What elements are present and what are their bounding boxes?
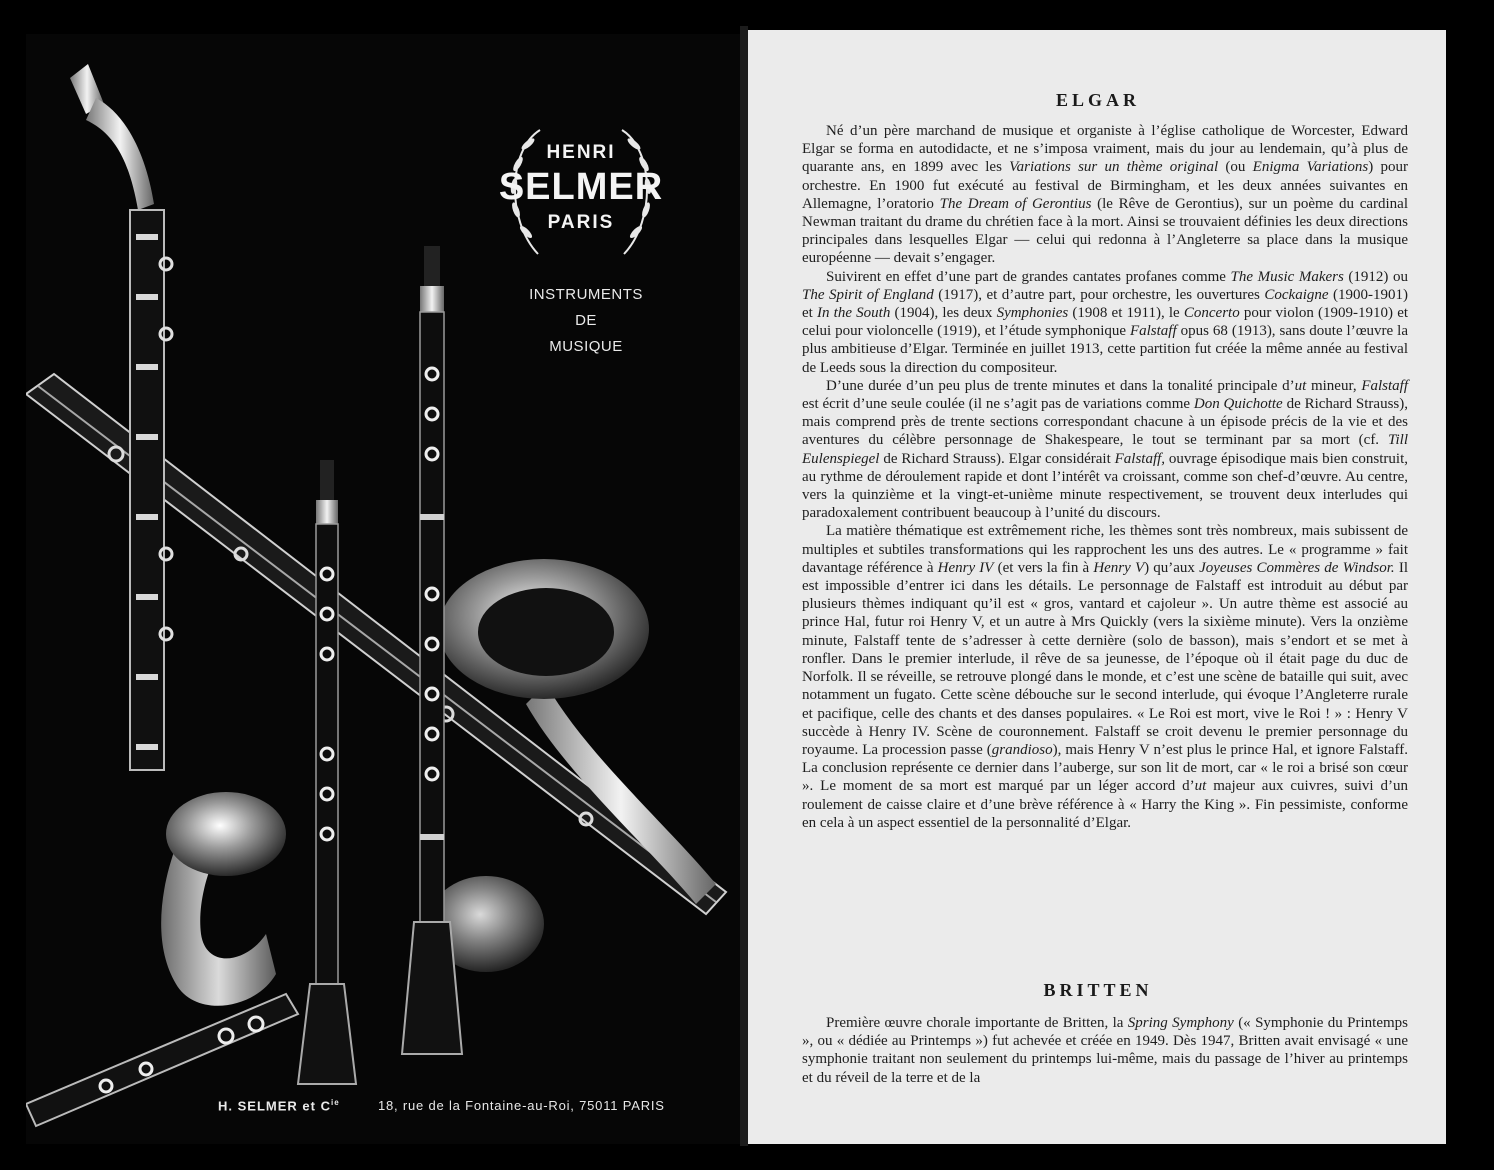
italic-title: ut [1194, 778, 1207, 795]
logo-paris: PARIS [547, 212, 615, 233]
elgar-paragraph-1: Né d’un père marchand de musique et organiste à l’église catholique de Worcester, Edward Elgar se forma en autodidacte, et ne s’imposa vraiment, mais du jour au lendemain, qu’à plus de quarante ans, en 1899 avec les Variations sur un thème original (ou Enigma Variations) pour orchestre. En 1900 fut exécuté au festival de Birmingham, et les deux années suivantes en Allemagne, l’oratorio The Dream of Gerontius (le Rêve de Gerontius), sur un poème du cardinal Newman traitant du drame du chrétien face à la mort. Ainsi se trouvaient définies les deux directions principales dans lesquelles Elgar — celui qui redonna à l’Angleterre sa place dans la musique européenne — devait s’engager. [802, 123, 1408, 267]
saxophone-large [428, 559, 716, 972]
italic-title: The Dream of Gerontius [939, 195, 1092, 212]
italic-title: grandioso [991, 741, 1053, 758]
italic-title: Falstaff [1129, 323, 1177, 340]
italic-title: The Music Makers [1230, 268, 1344, 285]
italic-title: Enigma Variations [1252, 159, 1369, 176]
tagline-line: MUSIQUE [549, 338, 623, 355]
elgar-paragraph-2: Suivirent en effet d’une part de grandes cantates profanes comme The Music Makers (1912) ou The Spirit of England (1917), et d’autre part, pour orchestre, les ouvertures Cockaigne (1900-1901) et In the South (1904), les deux Symphonies (1908 et 1911), le Concerto pour violon (1909-1910) et celui pour violoncelle (1919), et l’étude symphonique Falstaff opus 68 (1913), sans doute l’œuvre la plus ambitieuse d’Elgar. Terminée en juillet 1913, cette partition fut créée la même année au festival de Leeds sous la direction du compositeur. [802, 268, 1409, 376]
italic-title: Henry V [1093, 559, 1145, 576]
footer-company-sup: ie [330, 1098, 340, 1107]
italic-title: Spring Symphony [1127, 1015, 1234, 1031]
logo-selmer: SELMER [498, 166, 664, 208]
italic-title: Henry IV [937, 559, 994, 576]
elgar-paragraph-3: D’une durée d’un peu plus de trente minutes et dans la tonalité principale d’ut mineur, Falstaff est écrit d’une seule coulée (il ne s’agit pas de variations comme Don Quichotte de Richard Strauss), mais comprend près de trente sections correspondant chacune à un épisode précis de la vie et des aventures du célèbre personnage de Shakespeare, le tout se terminant par sa mort (cf. Till Eulenspiegel de Richard Strauss). Elgar considérait Falstaff, ouvrage épisodique mais bien construit, au rythme de déroulement rapide et dont l’intérêt va croissant, comme son chef-d’œuvre. Au centre, vers la quinzième et la vingt-et-unième minute respectivement, se trouvent deux interludes qui paradoxalement contribuent beaucoup à l’unité du discours. [802, 377, 1409, 522]
italic-title: In the South [817, 305, 891, 322]
tagline-line: DE [575, 312, 597, 329]
italic-title: ut [1294, 377, 1307, 394]
elgar-paragraph-4: La matière thématique est extrêmement riche, les thèmes sont très nombreux, mais subissent de multiples et subtiles transformations qui les rapprochent les uns des autres. Le « programme » fait davantage référence à Henry IV (et vers la fin à Henry V) qu’aux Joyeuses Commères de Windsor. Il est impossible d’entrer ici dans les détails. Le personnage de Falstaff est introduit au début par plusieurs thèmes indiquant qu’il est « gros, vantard et cajoleur ». Un autre thème est associé au prince Hal, futur roi Henry V, et un autre à Mrs Quickly (vers la sixième minute). Vers la onzième minute, Falstaff tente de s’adresser à cette dernière (solo de basson), mais s’endort et se met à ronfler. Dans le premier interlude, il rêve de sa jeunesse, de l’époque où il était page du duc de Norfolk. Il se réveille, se retrouve plongé dans le monde, et c’est une scène de bataille qui suit, avec notamment un fugato. Cette scène débouche sur le second interlude, qui évoque l’Angleterre rurale et pacifique, celle des chants et des danses populaires. « Le Roi est mort, vive le Roi ! » : Henry V succède à Henry IV. Scène de couronnement. Falstaff se croit devenu le premier personnage du royaume. La procession passe (grandioso), mais Henry V n’est plus le prince Hal, et ignore Falstaff. La conclusion représente ce dernier dans l’auberge, sur son lit de mort, car « le roi a brisé son cœur ». Le moment de sa mort est marqué par un léger accord d’ut majeur aux cuivres, suivi d’un roulement de caisse claire et d’une brève référence à « Harry the King ». Fin pessimiste, conforme en cela à un aspect essentiel de la personnalité d’Elgar. [802, 523, 1409, 831]
italic-title: Symphonies [996, 305, 1069, 322]
advert-tagline [496, 282, 676, 360]
britten-paragraph-1: Première œuvre chorale importante de Britten, la Spring Symphony (« Symphonie du Printemps », ou « dédiée au Printemps ») fut achevée et créée en 1949. Dès 1947, Britten avait envisagé « une symphonie traitant non seulement du printemps lui-même, mais du passage de l’hiver au printemps et du réveil de la terre et de la [802, 1015, 1408, 1086]
clarinet-middle [298, 460, 356, 1084]
program-notes-page [748, 30, 1446, 1144]
elgar-text [802, 122, 1408, 832]
italic-title: Variations sur un thème original [1009, 159, 1219, 176]
italic-title: The Spirit of England [802, 286, 934, 303]
britten-text [802, 1014, 1408, 1087]
italic-title: Falstaff, [1114, 450, 1166, 467]
italic-title: Concerto [1183, 305, 1240, 322]
heading-britten: BRITTEN [1043, 980, 1153, 1000]
page-gutter [740, 26, 748, 1146]
selmer-logo [488, 120, 674, 270]
italic-title: Till Eulenspiegel [802, 432, 1408, 467]
logo-henri: HENRI [546, 142, 616, 163]
footer-company [218, 1098, 340, 1113]
italic-title: Joyeuses Commères de Windsor. [1199, 559, 1395, 576]
selmer-advert-page [26, 34, 740, 1144]
heading-elgar: ELGAR [1055, 90, 1140, 110]
italic-title: Falstaff [1361, 377, 1408, 394]
italic-title: Cockaigne [1264, 286, 1329, 303]
footer-company-name: H. SELMER et C [218, 1098, 331, 1114]
footer-address: 18, rue de la Fontaine-au-Roi, 75011 PARIS [378, 1098, 665, 1113]
saxophone-small [161, 792, 286, 1006]
italic-title: Don Quichotte [1193, 396, 1283, 413]
tagline-line: INSTRUMENTS [529, 286, 643, 303]
